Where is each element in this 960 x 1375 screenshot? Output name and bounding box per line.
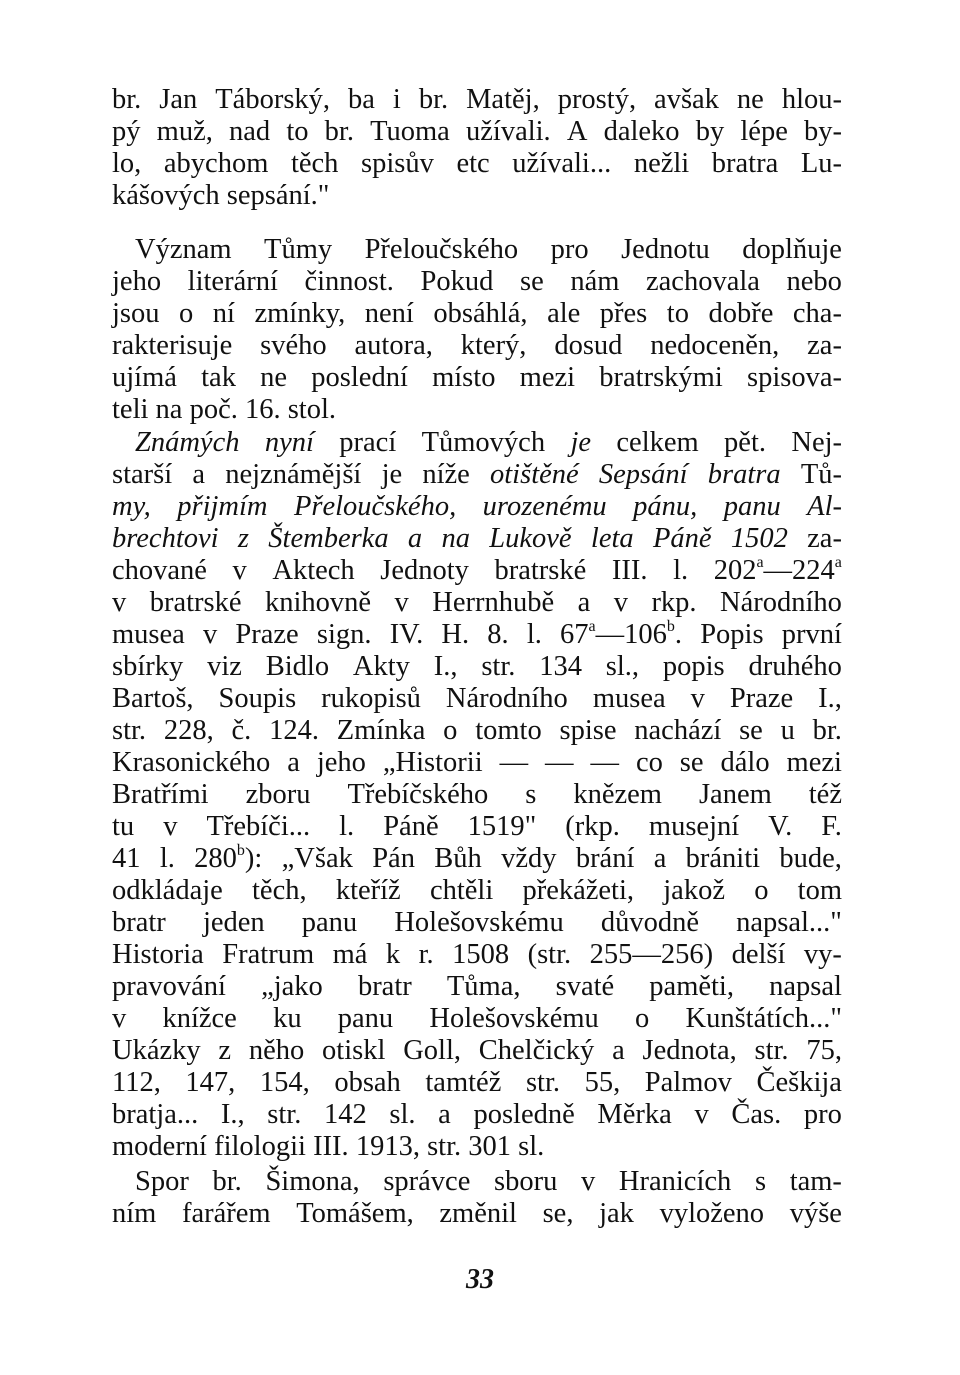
text-line: musea v Praze sign. IV. H. 8. l. 67$^a$—106$^b$. Popis první bbox=[112, 617, 842, 650]
text-line: starší a nejznámější je níže otištěné Sepsání bratra Tů- bbox=[112, 459, 842, 490]
text-line: 112, 147, 154, obsah tamtéž str. 55, Palmov Češkija bbox=[112, 1067, 842, 1098]
text-line: kášových sepsání." bbox=[112, 180, 330, 211]
page-number: 33 bbox=[466, 1264, 494, 1295]
text-line: ním farářem Tomášem, změnil se, jak vyloženo výše bbox=[112, 1198, 842, 1229]
text-line: jeho literární činnost. Pokud se nám zachovala nebo bbox=[112, 266, 842, 297]
text-line: Krasonického a jeho „Historii — — — co se dálo mezi bbox=[112, 747, 842, 778]
text-line: Historia Fratrum má k r. 1508 (str. 255—256) delší vy- bbox=[112, 939, 842, 970]
text-line: Známých nyní prací Tůmových je celkem pět. Nej- bbox=[135, 427, 842, 458]
text-line: Spor br. Šimona, správce sboru v Hranicích s tam- bbox=[135, 1166, 842, 1197]
text-line: lo, abychom těch spisův etc užívali... nežli bratra Lu- bbox=[112, 148, 842, 179]
text-line: sbírky viz Bidlo Akty I., str. 134 sl., popis druhého bbox=[112, 651, 842, 682]
text-line: 41 l. 280$^b$): „Však Pán Bůh vždy brání a brániti bude, bbox=[112, 841, 842, 874]
text-line: Bratřími zboru Třebíčského s knězem Janem též bbox=[112, 779, 842, 810]
text-line: odkládaje těch, kteříž chtěli překážeti, jakož o tom bbox=[112, 875, 842, 906]
text-line: pravování „jako bratr Tůma, svaté paměti, napsal bbox=[112, 971, 842, 1002]
text-line: str. 228, č. 124. Zmínka o tomto spise nachází se u br. bbox=[112, 715, 842, 746]
text-line: ujímá tak ne poslední místo mezi bratrskými spisova- bbox=[112, 362, 842, 393]
text-line: bratr jeden panu Holešovskému důvodně napsal..." bbox=[112, 907, 842, 938]
text-line: jsou o ní zmínky, není obsáhlá, ale přes to dobře cha- bbox=[112, 298, 842, 329]
text-line: moderní filologii III. 1913, str. 301 sl. bbox=[112, 1131, 545, 1162]
text-line: br. Jan Táborský, ba i br. Matěj, prostý, avšak ne hlou- bbox=[112, 84, 842, 115]
text-line: pý muž, nad to br. Tuoma užívali. A daleko by lépe by- bbox=[112, 116, 842, 147]
text-line: brechtovi z Štemberka a na Lukově leta Páně 1502 za- bbox=[112, 523, 842, 554]
text-line: bratja... I., str. 142 sl. a posledně Měrka v Čas. pro bbox=[112, 1099, 842, 1130]
text-line: Význam Tůmy Přeloučského pro Jednotu doplňuje bbox=[135, 234, 842, 265]
text-line: v knížce ku panu Holešovskému o Kunštátích..." bbox=[112, 1003, 842, 1034]
text-line: Ukázky z něho otiskl Goll, Chelčický a Jednota, str. 75, bbox=[112, 1035, 842, 1066]
text-line: Bartoš, Soupis rukopisů Národního musea v Praze I., bbox=[112, 683, 842, 714]
page-text bbox=[112, 82, 842, 1232]
text-line: v bratrské knihovně v Herrnhubě a v rkp. Národního bbox=[112, 587, 842, 618]
text-line: my, přijmím Přeloučského, urozenému pánu, panu Al- bbox=[112, 491, 842, 522]
text-line: rakterisuje svého autora, který, dosud nedoceněn, za- bbox=[112, 330, 842, 361]
text-line: teli na poč. 16. stol. bbox=[112, 394, 337, 425]
text-line: tu v Třebíči... l. Páně 1519" (rkp. musejní V. F. bbox=[112, 811, 842, 842]
text-line: chované v Aktech Jednoty bratrské III. l. 202$^a$—224$^a$ bbox=[112, 553, 842, 586]
